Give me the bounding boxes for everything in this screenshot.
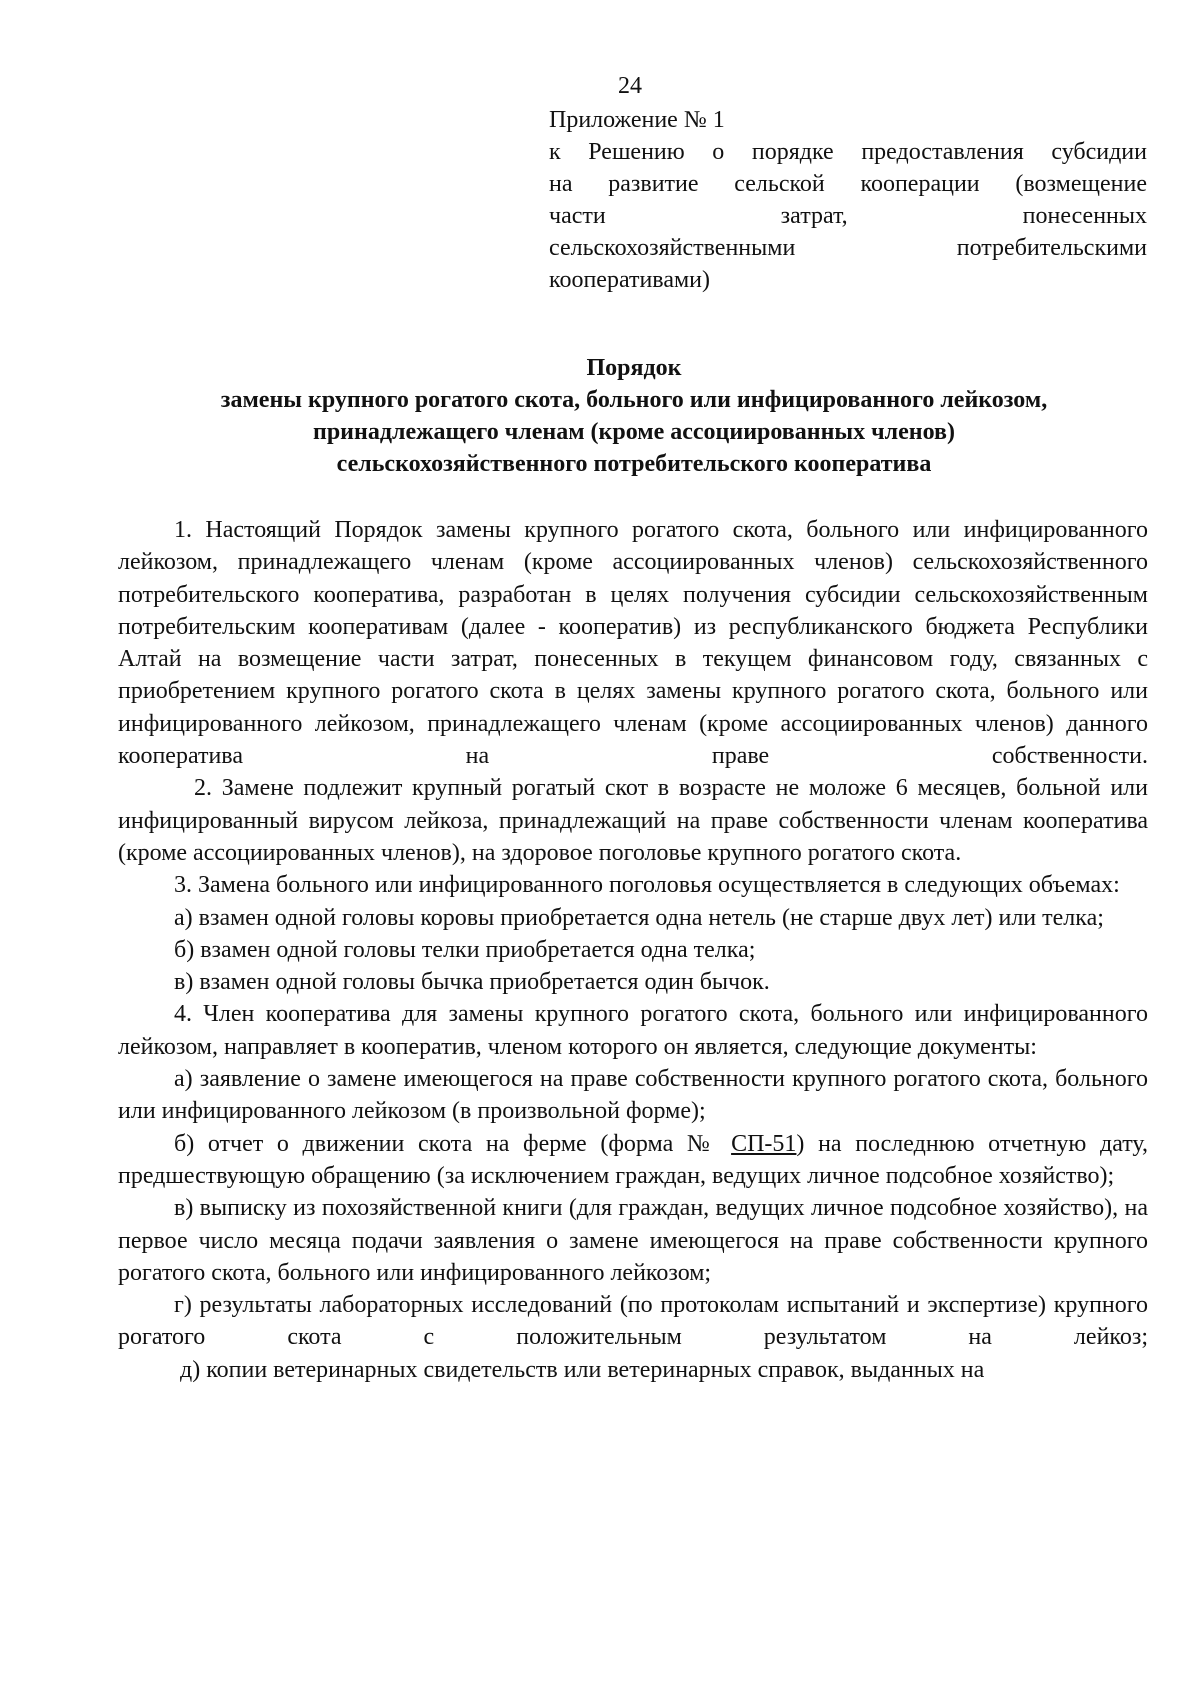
document-title xyxy=(120,352,1148,480)
paragraph-3: 3. Замена больного или инфицированного поголовья осуществляется в следующих объемах: xyxy=(174,872,1120,899)
paragraph-4b xyxy=(118,1128,1148,1193)
paragraph-3a: а) взамен одной головы коровы приобретается одна нетель (не старше двух лет) или телка; xyxy=(174,904,1104,931)
title-line: Порядок xyxy=(586,355,682,381)
appendix-line: сельскохозяйственными потребительскими xyxy=(549,235,1147,261)
form-sp51-link[interactable]: СП-51 xyxy=(731,1130,797,1157)
title-line: принадлежащего членам (кроме ассоциированных членов) xyxy=(313,419,955,445)
appendix-line: кооперативами) xyxy=(549,267,710,293)
paragraph-3c: в) взамен одной головы бычка приобретается один бычок. xyxy=(174,969,770,996)
paragraph-4d: г) результаты лабораторных исследований (по протоколам испытаний и экспертизе) крупного рогатого скота с положительным результатом на лейкоз; xyxy=(118,1292,1148,1351)
paragraph-4: 4. Член кооператива для замены крупного рогатого скота, больного или инфицированного лейкозом, направляет в кооператив, членом которого он является, следующие документы: xyxy=(118,1001,1148,1060)
paragraph-4b-text: б) отчет о движении скота на ферме (форма № xyxy=(174,1130,732,1157)
appendix-title: Приложение № 1 xyxy=(549,107,725,133)
appendix-line: на развитие сельской кооперации (возмещение xyxy=(549,171,1147,197)
paragraph-1: 1. Настоящий Порядок замены крупного рогатого скота, больного или инфицированного лейкозом, принадлежащего членам (кроме ассоциированных членов) сельскохозяйственного потребительского кооператива, разработан в целях получения субсидии сельскохозяйственным потребительским кооперативам (далее - кооператив) из республиканского бюджета Республики Алтай на возмещение части затрат, понесенных в текущем финансовом году, связанных с приобретением крупного рогатого скота в целях замены крупного рогатого скота, больного или инфицированного лейкозом, принадлежащего членам (кроме ассоциированных членов) данного кооператива на праве собственности. xyxy=(118,517,1148,770)
paragraph-4b-text-end: ) на последнюю отчетную дату, предшествующую обращению (за исключением граждан, ведущих личное подсобное хозяйство); xyxy=(118,1130,1149,1189)
page-number: 24 xyxy=(618,73,642,99)
title-line: сельскохозяйственного потребительского кооператива xyxy=(336,451,932,477)
title-line: замены крупного рогатого скота, больного или инфицированного лейкозом, xyxy=(220,387,1048,413)
appendix-header xyxy=(549,104,1147,296)
paragraph-2: 2. Замене подлежит крупный рогатый скот в возрасте не моложе 6 месяцев, больной или инфицированный вирусом лейкоза, принадлежащий на праве собственности членам кооператива (кроме ассоциированных членов), на здоровое поголовье крупного рогатого скота. xyxy=(118,775,1148,866)
appendix-line: к Решению о порядке предоставления субсидии xyxy=(549,139,1147,165)
document-body xyxy=(118,514,1148,1386)
appendix-line: части затрат, понесенных xyxy=(549,203,1147,229)
paragraph-4c: в) выписку из похозяйственной книги (для граждан, ведущих личное подсобное хозяйство), на первое число месяца подачи заявления о замене имеющегося на праве собственности крупного рогатого скота, больного или инфицированного лейкозом; xyxy=(118,1195,1148,1286)
paragraph-4a: а) заявление о замене имеющегося на праве собственности крупного рогатого скота, больного или инфицированного лейкозом (в произвольной форме); xyxy=(118,1066,1148,1125)
paragraph-3b: б) взамен одной головы телки приобретается одна телка; xyxy=(174,936,756,963)
paragraph-4e: д) копии ветеринарных свидетельств или ветеринарных справок, выданных на xyxy=(180,1356,985,1383)
